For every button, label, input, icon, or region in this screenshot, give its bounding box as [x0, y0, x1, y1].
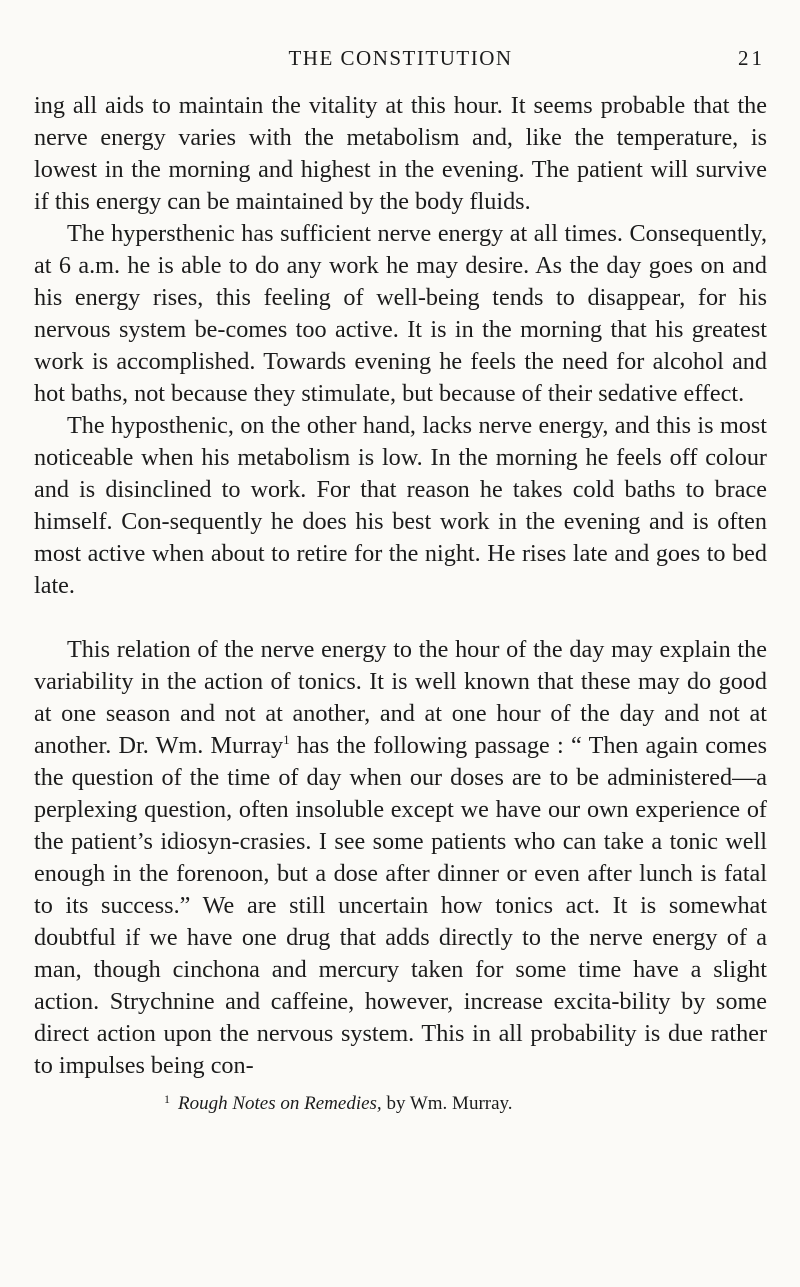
paragraph-hypersthenic: The hypersthenic has sufficient nerve energy at all times. Consequently, at 6 a.m. he is able to do any work he may desire. As the day goes on and his energy rises, this feeling of well-being tends to disappear, for his nervous system be-comes too active. It is in the morning that his greatest work is accomplished. Towards evening he feels the need for alcohol and hot baths, not because they stimulate, but because of their sedative effect. [34, 220, 767, 407]
paragraph-hyposthenic: The hyposthenic, on the other hand, lacks nerve energy, and this is most noticeable when his metabolism is low. In the morning he feels off colour and is disinclined to work. For that reason he takes cold baths to brace himself. Con-sequently he does his best work in the evening and is often most active when about to retire for the night. He rises late and goes to bed late. [34, 412, 767, 599]
paragraph-tonics [34, 634, 767, 1082]
paragraph-tonics-text-a: This relation of the nerve energy to the hour of the day may explain the variability in the action of tonics. It is well known that these may do good at one season and not at another, and at one hour of the day and not at another. Dr. Wm. Murray [34, 636, 767, 759]
footnote-source-title: Rough Notes on Remedies, [178, 1093, 382, 1114]
running-title: THE CONSTITUTION [288, 46, 513, 70]
footnote [34, 1092, 767, 1116]
book-page [34, 44, 767, 1116]
running-head [34, 44, 767, 74]
paragraph-tonics-text-b: has the following passage : “ Then again comes the question of the time of day when our doses are to be administered—a perplexing question, often insoluble except we have our own experience of the patient’s idiosyn-crasies. I see some patients who can take a tonic well enough in the forenoon, but a dose after dinner or even after lunch is fatal to its success.” We are still uncertain how tonics act. It is somewhat doubtful if we have one drug that adds directly to the nerve energy of a man, though cinchona and mercury taken for some time have a slight action. Strychnine and caffeine, however, increase excita-bility by some direct action upon the nervous system. This in all probability is due rather to impulses being con- [34, 732, 767, 1079]
footnote-mark: 1 [164, 1092, 170, 1106]
page-number: 21 [738, 46, 765, 70]
body-text [34, 90, 767, 1082]
footnote-source-author: by Wm. Murray. [381, 1093, 513, 1114]
footnote-reference: 1 [283, 732, 290, 747]
paragraph-continuation: ing all aids to maintain the vitality at this hour. It seems probable that the nerve energy varies with the metabolism and, like the temperature, is lowest in the morning and highest in the evening. The patient will survive if this energy can be maintained by the body fluids. [34, 92, 767, 215]
